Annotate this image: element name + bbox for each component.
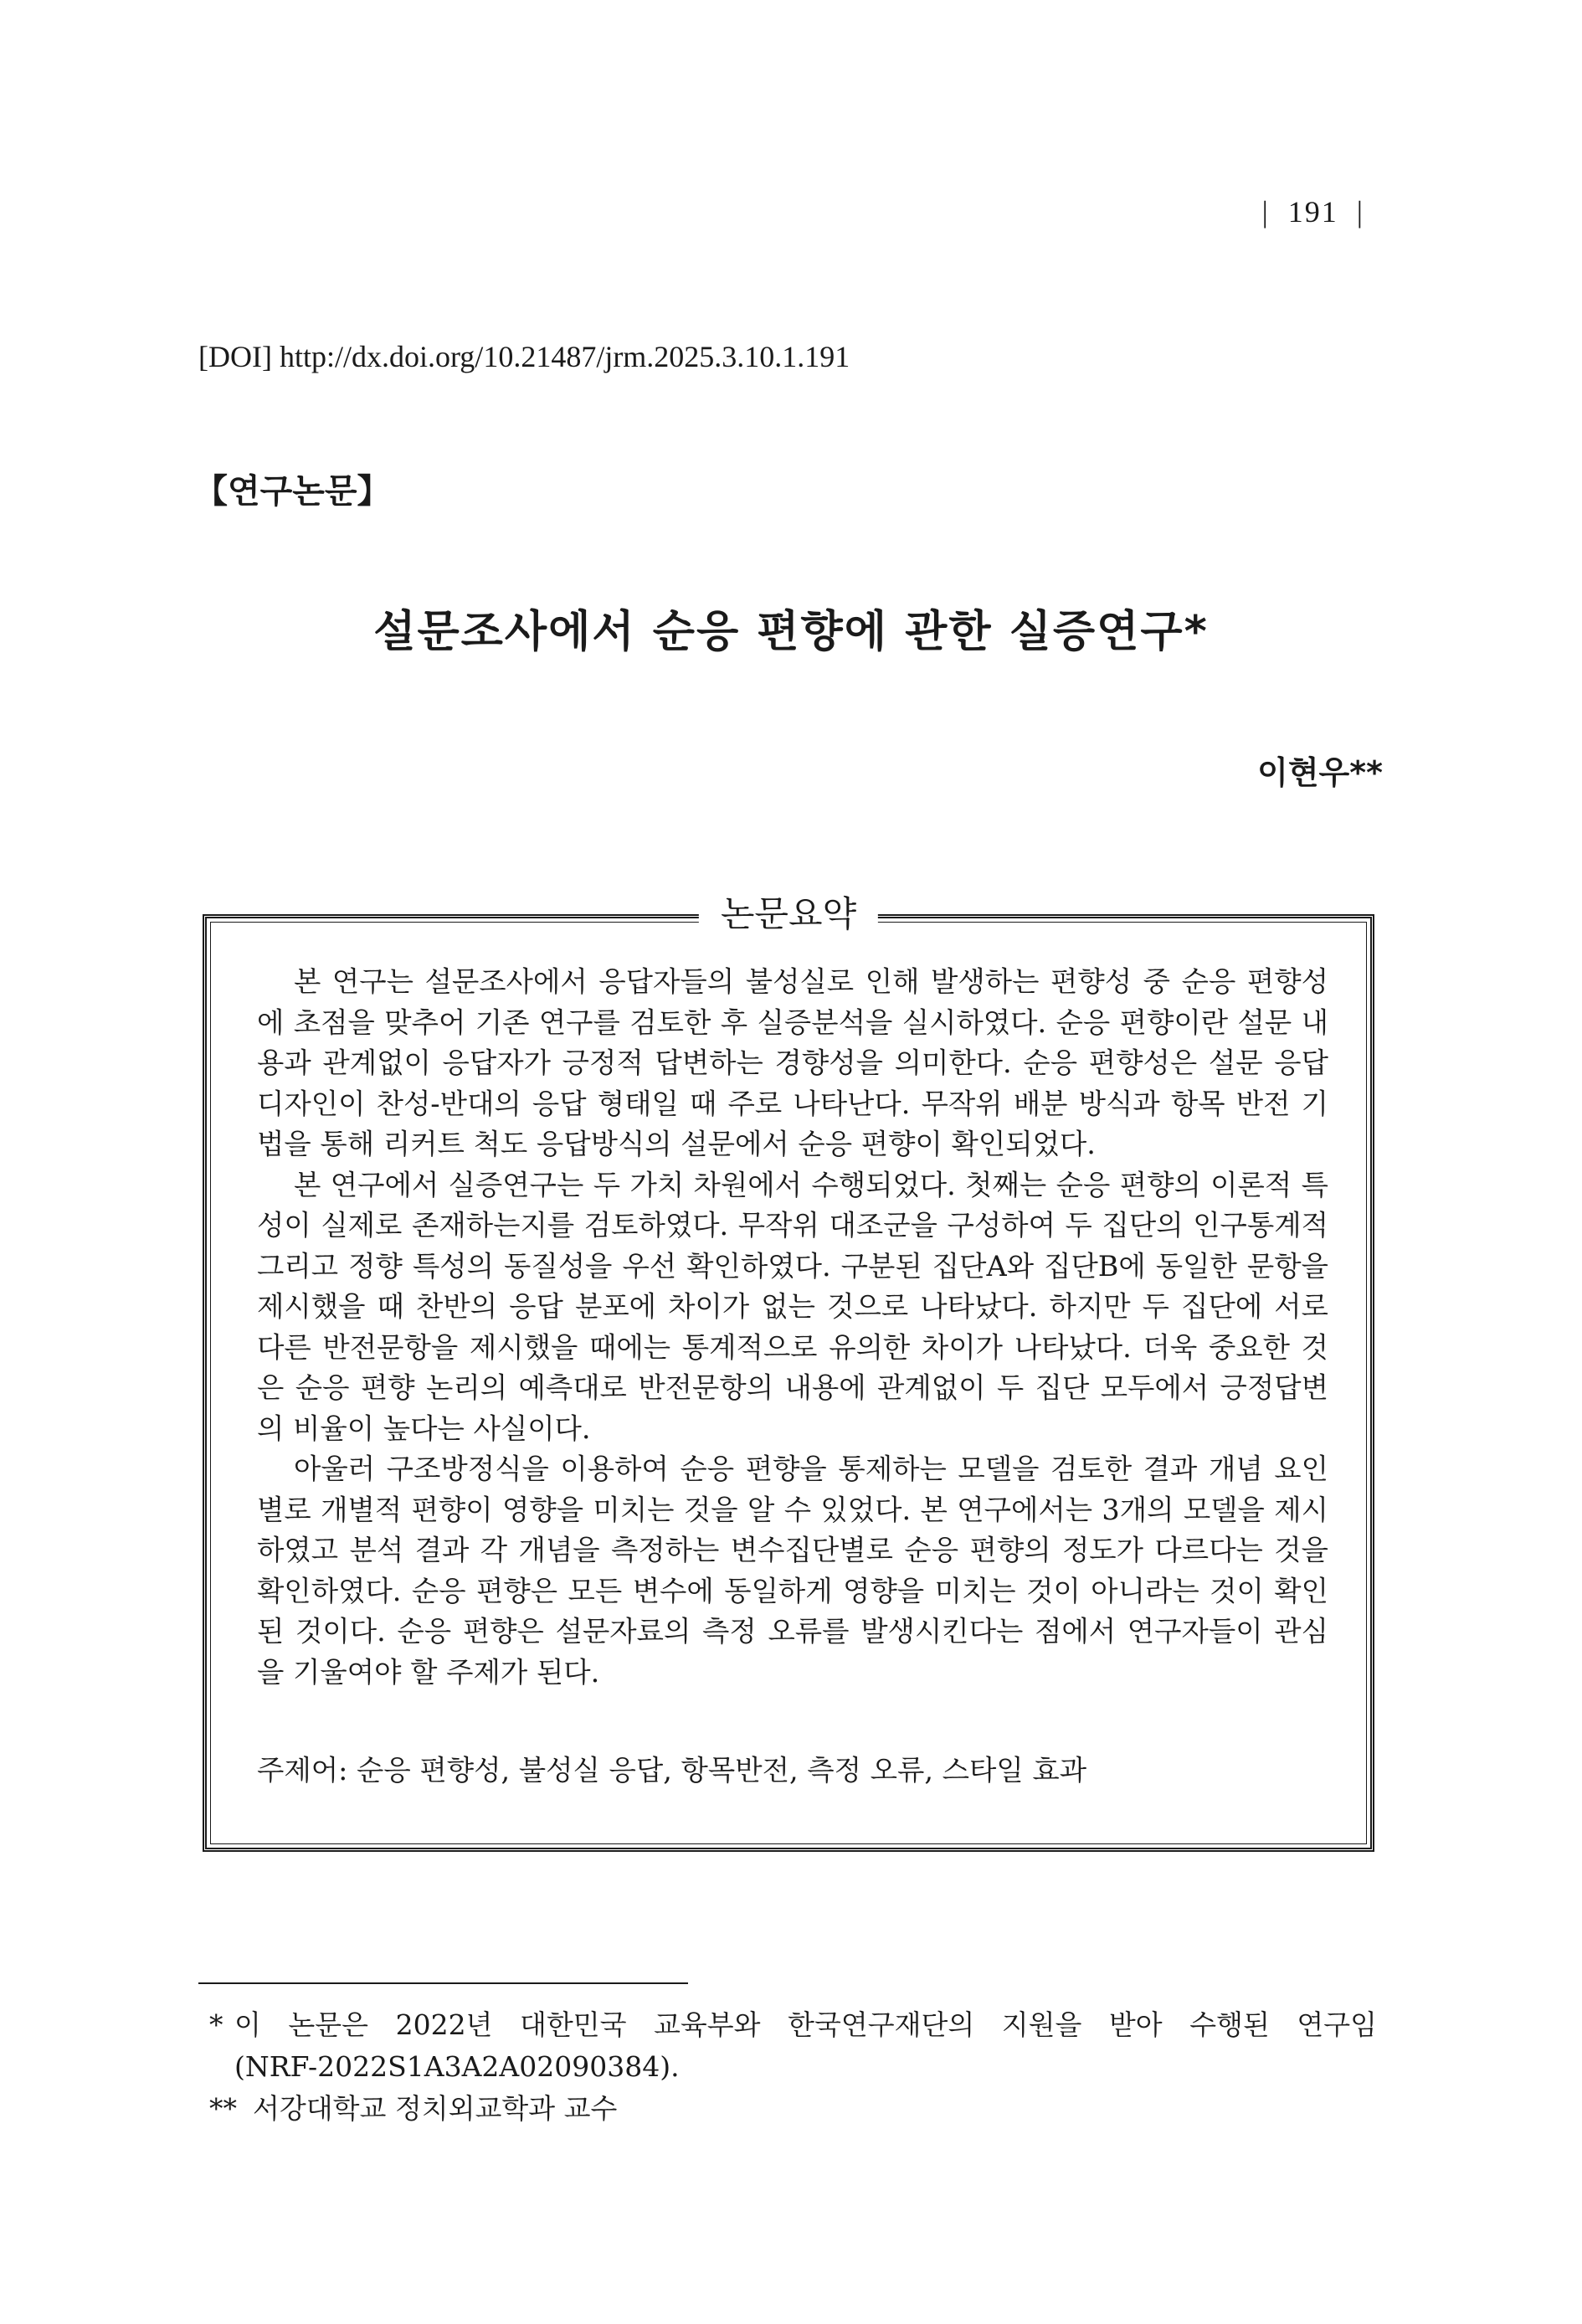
article-title: 설문조사에서 순응 편향에 관한 실증연구* — [373, 607, 1209, 657]
footnote-text: 이 논문은 2022년 대한민국 교육부와 한국연구재단의 지원을 받아 수행된 연구임 — [234, 2008, 1377, 2041]
doi-link[interactable]: [DOI] http://dx.doi.org/10.21487/jrm.2025.3.10.1.191 — [198, 340, 850, 373]
article-category: 【연구논문】 — [194, 472, 391, 511]
abstract-paragraph: 본 연구에서 실증연구는 두 가치 차원에서 수행되었다. 첫째는 순응 편향의 이론적 특성이 실제로 존재하는지를 검토하였다. 무작위 대조군을 구성하여 두 집단의 인구통계적 그리고 정향 특성의 동질성을 우선 확인하였다. 구분된 집단A와 집단B에 동일한 문항을 제시했을 때 찬반의 응답 분포에 차이가 없는 것으로 나타났다. 하지만 두 집단에 서로 다른 반전문항을 제시했을 때에는 통계적으로 유의한 차이가 나타났다. 더욱 중요한 것은 순응 편향 논리의 예측대로 반전문항의 내용에 관계없이 두 집단 모두에서 긍정답변의 비율이 높다는 사실이다. — [257, 1168, 1329, 1445]
footnote-funding — [209, 2004, 1377, 2088]
footnote-mark: ** — [209, 2092, 237, 2125]
footnote-grant-number: (NRF-2022S1A3A2A02090384). — [234, 2050, 680, 2083]
article-author: 이현우** — [1257, 754, 1383, 791]
footnote-divider — [198, 1982, 688, 1984]
page-number: | 191 | — [1261, 195, 1364, 229]
abstract-keywords: 주제어: 순응 편향성, 불성실 응답, 항목반전, 측정 오류, 스타일 효과 — [257, 1754, 1087, 1787]
footnotes — [209, 2004, 1377, 2130]
abstract-paragraph: 본 연구는 설문조사에서 응답자들의 불성실로 인해 발생하는 편향성 중 순응 편향성에 초점을 맞추어 기존 연구를 검토한 후 실증분석을 실시하였다. 순응 편향이란 설문 내용과 관계없이 응답자가 긍정적 답변하는 경향성을 의미한다. 순응 편향성은 설문 응답 디자인이 찬성-반대의 응답 형태일 때 주로 나타난다. 무작위 배분 방식과 항목 반전 기법을 통해 리커트 척도 응답방식의 설문에서 순응 편향이 확인되었다. — [257, 965, 1328, 1160]
page-number-value: 191 — [1287, 195, 1338, 229]
footnote-mark: * — [209, 2008, 223, 2041]
abstract-body — [257, 962, 1328, 1693]
abstract-paragraph: 아울러 구조방정식을 이용하여 순응 편향을 통제하는 모델을 검토한 결과 개념 요인별로 개별적 편향이 영향을 미치는 것을 알 수 있었다. 본 연구에서는 3개의 모델을 제시하였고 분석 결과 각 개념을 측정하는 변수집단별로 순응 편향의 정도가 다르다는 것을 확인하였다. 순응 편향은 모든 변수에 동일하게 영향을 미치는 것이 아니라는 것이 확인된 것이다. 순응 편향은 설문자료의 측정 오류를 발생시킨다는 점에서 연구자들이 관심을 기울여야 할 주제가 된다. — [257, 1452, 1328, 1689]
footnote-affiliation — [209, 2088, 1377, 2130]
abstract-box — [203, 893, 1374, 1852]
footnote-text: 서강대학교 정치외교학과 교수 — [253, 2092, 618, 2125]
abstract-heading: 논문요약 — [699, 887, 878, 937]
